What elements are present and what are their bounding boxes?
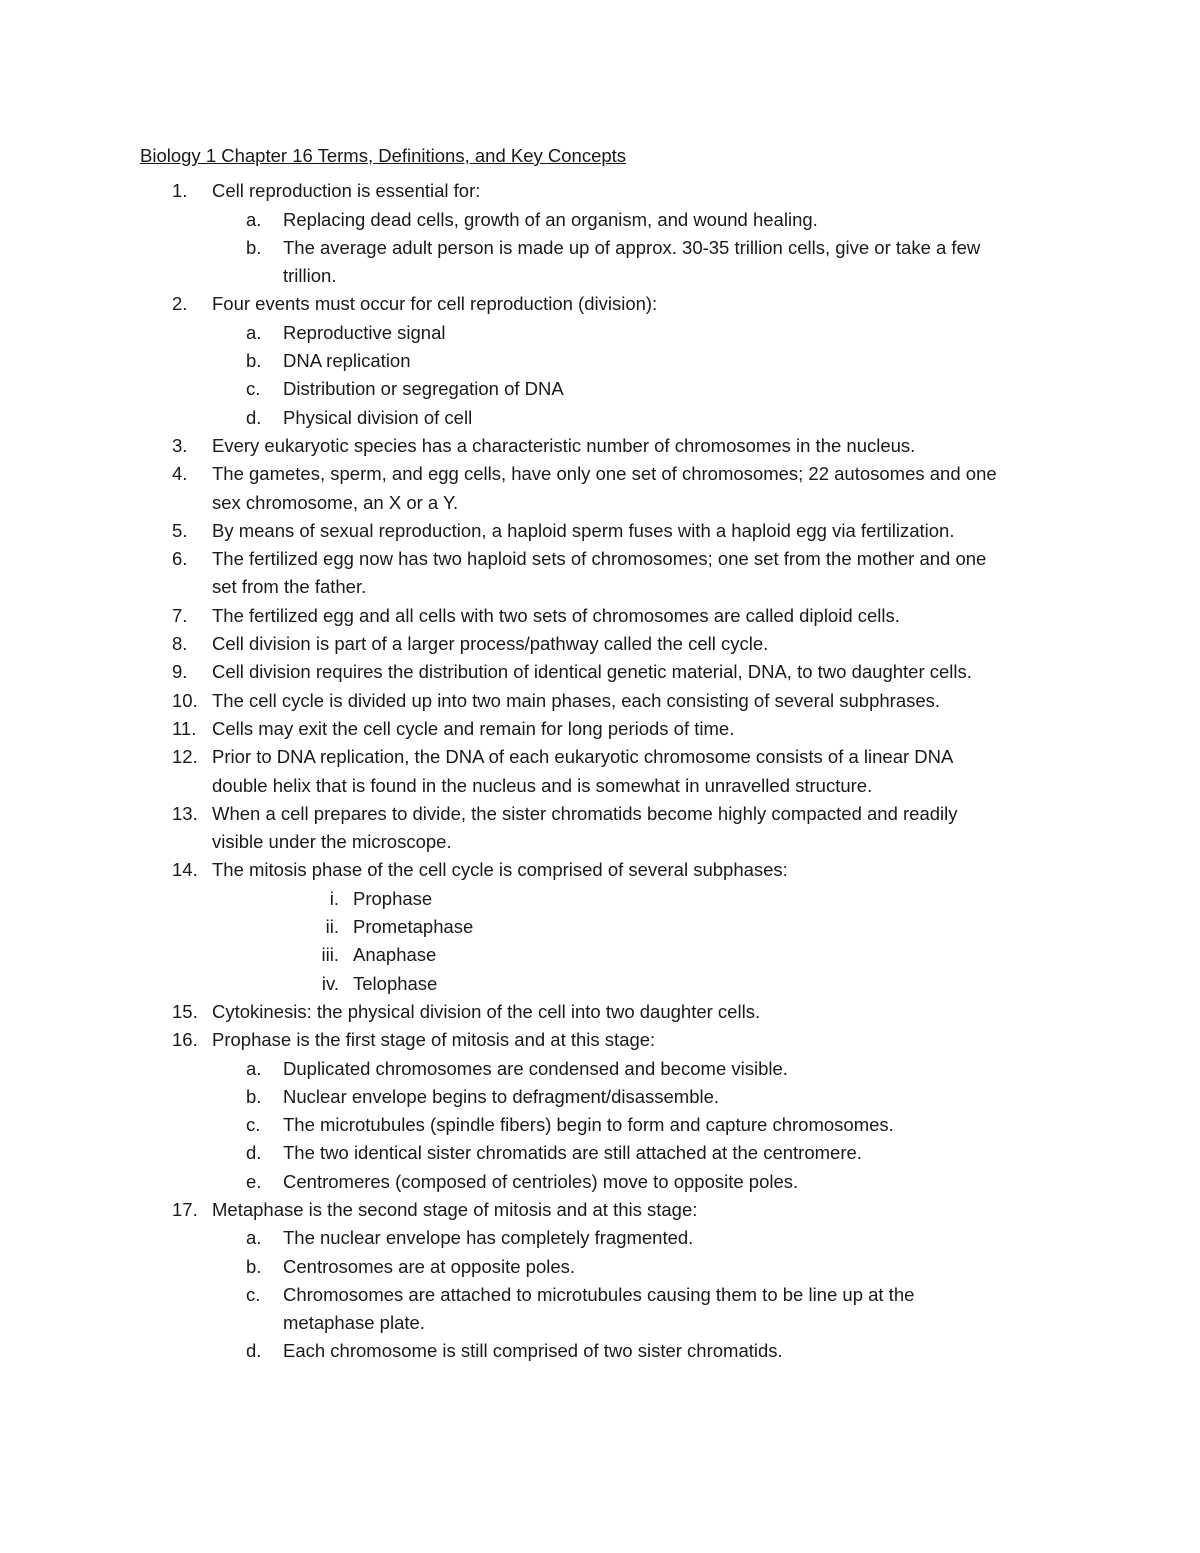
item-line	[140, 545, 1070, 573]
list-item	[140, 800, 1070, 857]
list-item	[140, 715, 1070, 743]
item-number: 3.	[172, 434, 188, 456]
item-number: 12.	[172, 746, 198, 768]
sub-item-label: d.	[246, 1340, 262, 1362]
item-line	[140, 602, 1070, 630]
item-line	[140, 432, 1070, 460]
sub-item-label: d.	[246, 406, 262, 428]
item-number: 7.	[172, 604, 188, 626]
roman-item-line	[140, 970, 1070, 998]
list-item	[140, 998, 1070, 1026]
sub-item-text: The average adult person is made up of approx. 30-35 trillion cells, give or take a few	[283, 236, 981, 258]
item-number: 10.	[172, 689, 198, 711]
item-text: The cell cycle is divided up into two main phases, each consisting of several subphrases.	[212, 689, 941, 711]
item-line	[140, 517, 1070, 545]
sub-item-text: The microtubules (spindle fibers) begin to form and capture chromosomes.	[283, 1114, 894, 1136]
sub-item-text: trillion.	[283, 265, 337, 287]
list-item	[140, 432, 1070, 460]
item-line	[140, 290, 1070, 318]
sub-item-line	[140, 1224, 1070, 1252]
item-number: 11.	[172, 717, 197, 739]
term-list	[140, 177, 1070, 1365]
sub-item-label: d.	[246, 1142, 262, 1164]
item-text: The fertilized egg now has two haploid sets of chromosomes; one set from the mother and one	[212, 548, 987, 570]
list-item	[140, 1026, 1070, 1196]
item-line	[140, 177, 1070, 205]
sub-item-text: Replacing dead cells, growth of an organism, and wound healing.	[283, 208, 818, 230]
roman-item-line	[140, 913, 1070, 941]
item-number: 5.	[172, 519, 188, 541]
sub-item-line	[140, 375, 1070, 403]
sub-item-line	[140, 1168, 1070, 1196]
sub-item-line	[140, 1111, 1070, 1139]
sub-item-text: metaphase plate.	[283, 1312, 425, 1334]
list-item	[140, 658, 1070, 686]
item-number: 8.	[172, 633, 188, 655]
sub-item-label: c.	[246, 1114, 261, 1136]
sub-item-text: Reproductive signal	[283, 321, 446, 343]
sub-item-line	[140, 1309, 1070, 1337]
item-number: 16.	[172, 1029, 198, 1051]
sub-item-label: b.	[246, 1255, 262, 1277]
sub-item-text: The two identical sister chromatids are still attached at the centromere.	[283, 1142, 862, 1164]
roman-item-label: iii.	[321, 944, 339, 966]
item-text: Cell division requires the distribution of identical genetic material, DNA, to two daughter cells.	[212, 661, 972, 683]
item-text: Cytokinesis: the physical division of the cell into two daughter cells.	[212, 1000, 761, 1022]
sub-item-label: a.	[246, 208, 262, 230]
item-text: Cell reproduction is essential for:	[212, 180, 481, 202]
roman-item-text: Telophase	[353, 972, 438, 994]
list-item	[140, 602, 1070, 630]
sub-item-text: The nuclear envelope has completely fragmented.	[283, 1227, 694, 1249]
item-line	[140, 687, 1070, 715]
sub-item-line	[140, 347, 1070, 375]
item-text: By means of sexual reproduction, a haploid sperm fuses with a haploid egg via fertilization.	[212, 519, 955, 541]
sub-item-label: c.	[246, 378, 261, 400]
sub-item-text: Centrosomes are at opposite poles.	[283, 1255, 576, 1277]
list-item	[140, 1196, 1070, 1366]
item-line	[140, 1026, 1070, 1054]
roman-item-label: iv.	[321, 972, 339, 994]
item-text: visible under the microscope.	[212, 831, 452, 853]
item-number: 4.	[172, 463, 188, 485]
sub-item-label: c.	[246, 1283, 261, 1305]
item-line	[140, 772, 1070, 800]
item-text: Prophase is the first stage of mitosis and at this stage:	[212, 1029, 656, 1051]
item-text: Four events must occur for cell reproduction (division):	[212, 293, 658, 315]
item-line	[140, 573, 1070, 601]
list-item	[140, 630, 1070, 658]
roman-item-label: ii.	[325, 916, 339, 938]
item-number: 15.	[172, 1000, 198, 1022]
list-item	[140, 517, 1070, 545]
roman-item-text: Anaphase	[353, 944, 437, 966]
roman-item-text: Prometaphase	[353, 916, 474, 938]
sub-item-text: DNA replication	[283, 350, 411, 372]
sub-item-line	[140, 1281, 1070, 1309]
sub-item-line	[140, 404, 1070, 432]
item-number: 1.	[172, 180, 188, 202]
item-line	[140, 1196, 1070, 1224]
sub-item-line	[140, 1253, 1070, 1281]
item-text: Every eukaryotic species has a characteristic number of chromosomes in the nucleus.	[212, 434, 916, 456]
item-line	[140, 489, 1070, 517]
item-text: The mitosis phase of the cell cycle is comprised of several subphases:	[212, 859, 788, 881]
item-text: double helix that is found in the nucleus and is somewhat in unravelled structure.	[212, 774, 873, 796]
sub-item-label: a.	[246, 1057, 262, 1079]
item-line	[140, 998, 1070, 1026]
list-item	[140, 290, 1070, 431]
roman-item-line	[140, 941, 1070, 969]
item-line	[140, 715, 1070, 743]
item-text: The gametes, sperm, and egg cells, have only one set of chromosomes; 22 autosomes and one	[212, 463, 997, 485]
item-number: 9.	[172, 661, 188, 683]
list-item	[140, 177, 1070, 290]
sub-item-text: Distribution or segregation of DNA	[283, 378, 564, 400]
item-line	[140, 856, 1070, 884]
document-title: Biology 1 Chapter 16 Terms, Definitions, and Key Concepts	[140, 145, 627, 166]
item-text: The fertilized egg and all cells with two sets of chromosomes are called diploid cells.	[212, 604, 900, 626]
sub-item-text: Physical division of cell	[283, 406, 473, 428]
sub-item-label: e.	[246, 1170, 262, 1192]
sub-item-text: Chromosomes are attached to microtubules causing them to be line up at the	[283, 1283, 915, 1305]
sub-item-line	[140, 234, 1070, 262]
sub-item-text: Each chromosome is still comprised of two sister chromatids.	[283, 1340, 783, 1362]
item-line	[140, 630, 1070, 658]
item-number: 13.	[172, 802, 198, 824]
sub-item-line	[140, 319, 1070, 347]
item-text: Metaphase is the second stage of mitosis and at this stage:	[212, 1198, 698, 1220]
item-number: 17.	[172, 1198, 198, 1220]
sub-item-line	[140, 206, 1070, 234]
list-item	[140, 460, 1070, 517]
sub-item-text: Centromeres (composed of centrioles) move to opposite poles.	[283, 1170, 799, 1192]
item-line	[140, 743, 1070, 771]
item-number: 14.	[172, 859, 198, 881]
sub-item-label: b.	[246, 1085, 262, 1107]
item-line	[140, 800, 1070, 828]
sub-item-label: b.	[246, 236, 262, 258]
sub-item-line	[140, 1055, 1070, 1083]
roman-item-label: i.	[329, 887, 339, 909]
item-text: Cells may exit the cell cycle and remain for long periods of time.	[212, 717, 735, 739]
item-text: Cell division is part of a larger process/pathway called the cell cycle.	[212, 633, 769, 655]
document-body	[140, 142, 1070, 1366]
sub-item-text: Duplicated chromosomes are condensed and become visible.	[283, 1057, 788, 1079]
sub-item-label: a.	[246, 1227, 262, 1249]
sub-item-line	[140, 1083, 1070, 1111]
item-text: sex chromosome, an X or a Y.	[212, 491, 459, 513]
list-item	[140, 743, 1070, 800]
sub-item-text: Nuclear envelope begins to defragment/disassemble.	[283, 1085, 720, 1107]
item-text: When a cell prepares to divide, the sister chromatids become highly compacted and readily	[212, 802, 958, 824]
item-text: Prior to DNA replication, the DNA of each eukaryotic chromosome consists of a linear DNA	[212, 746, 954, 768]
list-item	[140, 856, 1070, 997]
roman-item-line	[140, 885, 1070, 913]
item-line	[140, 828, 1070, 856]
item-text: set from the father.	[212, 576, 367, 598]
sub-item-line	[140, 1139, 1070, 1167]
item-line	[140, 460, 1070, 488]
item-line	[140, 658, 1070, 686]
item-number: 2.	[172, 293, 188, 315]
roman-item-text: Prophase	[353, 887, 433, 909]
sub-item-label: a.	[246, 321, 262, 343]
sub-item-label: b.	[246, 350, 262, 372]
sub-item-line	[140, 262, 1070, 290]
sub-item-line	[140, 1337, 1070, 1365]
item-number: 6.	[172, 548, 188, 570]
list-item	[140, 545, 1070, 602]
list-item	[140, 687, 1070, 715]
